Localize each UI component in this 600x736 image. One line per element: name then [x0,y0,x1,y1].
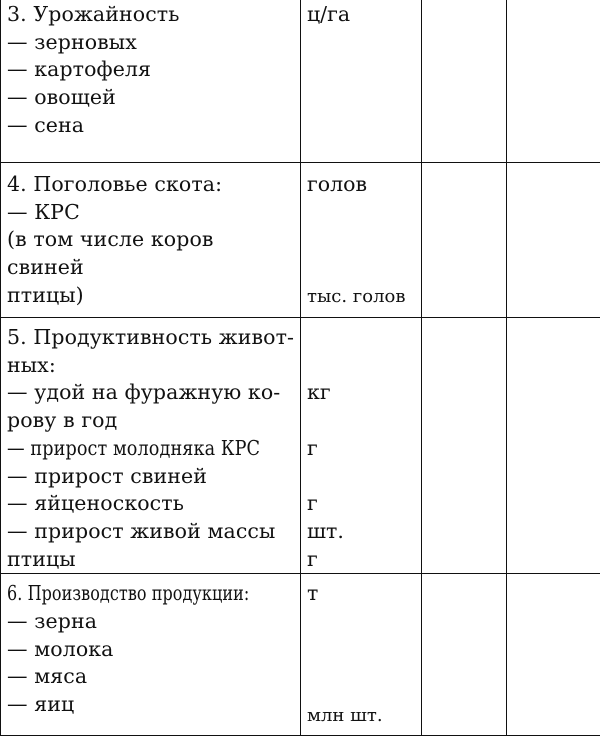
indicator-line: — прирост молодняка КРС [7,435,260,463]
indicator-line: (в том числе коров [7,226,300,254]
unit-label: г [307,546,421,574]
unit-label [307,352,421,380]
table-row [1,318,600,574]
indicator-line: птицы [7,546,300,574]
unit-cell [301,318,422,574]
indicator-heading: 6. Производство продукции: [7,580,249,608]
indicator-heading: 5. Продуктивность живот- [7,324,300,352]
indicator-heading: ных: [7,352,300,380]
table-row [1,574,600,736]
value-cell [507,318,600,574]
value-cell [422,163,507,318]
indicator-line: — овощей [7,84,300,112]
unit-label: шт. [307,518,421,546]
unit-label: млн шт. [307,702,383,730]
unit-label [307,407,421,435]
indicator-line: рову в год [7,407,300,435]
value-cell [507,0,600,163]
unit-cell [301,574,422,736]
indicator-line: — яйценоскость [7,490,300,518]
unit-label: г [307,490,421,518]
indicator-line: — яиц [7,691,300,719]
unit-cell [301,0,422,163]
value-cell [507,163,600,318]
value-cell [422,574,507,736]
unit-label: голов [307,171,421,199]
indicator-line: — прирост свиней [7,463,300,491]
indicator-heading: 3. Урожайность [7,1,300,29]
value-cell [507,574,600,736]
value-cell [422,318,507,574]
value-cell [422,0,507,163]
indicator-cell [1,0,301,163]
indicator-cell [1,163,301,318]
unit-label: г [307,435,421,463]
indicator-line: — удой на фуражную ко- [7,379,300,407]
indicator-cell [1,574,301,736]
indicator-line: птицы) [7,282,300,310]
indicator-line: — сена [7,112,300,140]
unit-cell [301,163,422,318]
indicator-line: — прирост живой массы [7,518,300,546]
indicator-line: — картофеля [7,56,300,84]
indicator-line: свиней [7,254,300,282]
unit-label [307,324,421,352]
indicator-line: — молока [7,636,300,664]
indicator-line: — мяса [7,663,300,691]
indicator-line: — зерна [7,608,300,636]
indicator-heading: 4. Поголовье скота: [7,171,300,199]
table-row [1,163,600,318]
unit-label: кг [307,379,421,407]
unit-label: ц/га [307,1,421,29]
indicator-line: — зерновых [7,29,300,57]
indicator-line: — КРС [7,199,300,227]
table-row [1,0,600,163]
unit-label: тыс. голов [307,283,405,311]
indicator-cell [1,318,301,574]
unit-label: т [307,580,421,608]
unit-label [307,463,421,491]
